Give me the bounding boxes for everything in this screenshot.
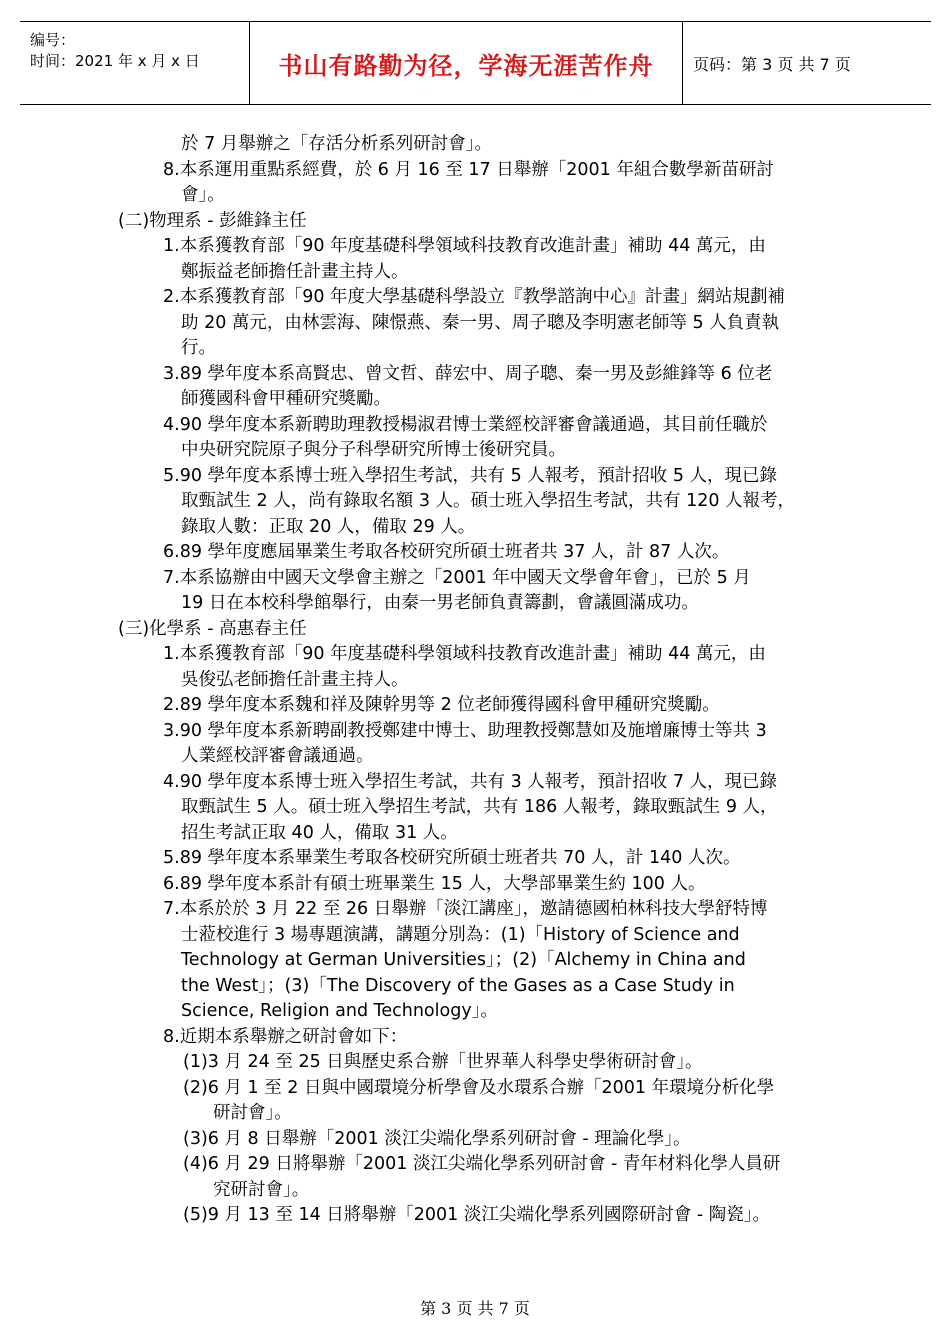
text-line: 吳俊弘老師擔任計畫主持人。	[181, 669, 409, 690]
text-line: 研討會」。	[213, 1103, 292, 1123]
text-line: (2)6 月 1 至 2 日與中國環境分析學會及水環系合辦「2001 年環境分析化學	[183, 1077, 775, 1098]
text-line: 5.89 學年度本系畢業生考取各校研究所碩士班者共 70 人，計 140 人次。	[163, 848, 741, 868]
text-line: 中央研究院原子與分子科學研究所博士後研究員。	[181, 440, 566, 460]
text-line: 究研討會」。	[213, 1179, 310, 1200]
text-line: 錄取人數：正取 20 人，備取 29 人。	[181, 516, 476, 537]
page-footer: 第 3 页 共 7 页	[420, 1299, 530, 1318]
header-number-label: 编号：	[30, 31, 76, 49]
text-line: 7.本系協辦由中國天文學會主辦之「2001 年中國天文學會年會」，已於 5 月	[163, 567, 751, 588]
text-line: 6.89 學年度應屆畢業生考取各校研究所碩士班者共 37 人，計 87 人次。	[163, 542, 730, 562]
text-line: 會」。	[181, 185, 225, 205]
document-body	[0, 132, 950, 1229]
text-line: 行。	[181, 338, 216, 358]
text-line: 5.90 學年度本系博士班入學招生考試，共有 5 人報考，預計招收 5 人，現已錄	[163, 465, 778, 486]
header-meta	[20, 22, 250, 104]
text-line: 1.本系獲教育部「90 年度基礎科學領域科技教育改進計畫」補助 44 萬元，由	[163, 236, 766, 256]
text-line: Technology at German Universities」；(2)「Alchemy in China and	[181, 950, 746, 970]
text-line: 士蒞校進行 3 場專題演講，講題分別為：(1)「History of Science and	[181, 924, 740, 945]
text-line: (4)6 月 29 日將舉辦「2001 淡江尖端化學系列研討會 - 青年材料化學人員研	[183, 1154, 781, 1174]
section-heading: (二)物理系 - 彭維鋒主任	[118, 210, 307, 231]
text-line: 19 日在本校科學館舉行，由秦一男老師負責籌劃，會議圓滿成功。	[181, 593, 699, 613]
text-line: 招生考試正取 40 人，備取 31 人。	[181, 822, 458, 843]
page-header	[20, 21, 931, 105]
text-line: 4.90 學年度本系新聘助理教授楊淑君博士業經校評審會議通過，其目前任職於	[163, 414, 768, 435]
text-line: 取甄試生 5 人。碩士班入學招生考試，共有 186 人報考，錄取甄試生 9 人，	[181, 797, 778, 817]
text-line: (3)6 月 8 日舉辦「2001 淡江尖端化學系列研討會 - 理論化學」。	[183, 1128, 691, 1149]
text-line: 3.89 學年度本系高賢忠、曾文哲、薛宏中、周子聰、秦一男及彭維鋒等 6 位老	[163, 363, 773, 384]
text-line: 2.89 學年度本系魏和祥及陳幹男等 2 位老師獲得國科會甲種研究獎勵。	[163, 695, 720, 715]
text-line: 鄭振益老師擔任計畫主持人。	[181, 261, 409, 282]
header-motto: 书山有路勤为径，学海无涯苦作舟	[250, 22, 683, 104]
text-line: 1.本系獲教育部「90 年度基礎科學領域科技教育改進計畫」補助 44 萬元，由	[163, 644, 766, 664]
text-line: 助 20 萬元，由林雲海、陳憬燕、秦一男、周子聰及李明憲老師等 5 人負責執	[181, 312, 780, 333]
text-line: 3.90 學年度本系新聘副教授鄭建中博士、助理教授鄭慧如及施增廉博士等共 3	[163, 720, 767, 741]
text-line: 4.90 學年度本系博士班入學招生考試，共有 3 人報考，預計招收 7 人，現已錄	[163, 771, 778, 792]
text-line: the West」；(3)「The Discovery of the Gases as a Case Study in	[181, 975, 735, 996]
text-line: 人業經校評審會議通過。	[181, 746, 374, 766]
section-heading: (三)化學系 - 高惠春主任	[118, 618, 307, 639]
text-line: 8.本系運用重點系經費，於 6 月 16 至 17 日舉辦「2001 年組合數學新苗研討	[163, 159, 774, 180]
text-line: 師獲國科會甲種研究獎勵。	[181, 389, 391, 409]
text-line: (5)9 月 13 至 14 日將舉辦「2001 淡江尖端化學系列國際研討會 - 陶瓷」。	[183, 1205, 771, 1225]
text-line: 6.89 學年度本系計有碩士班畢業生 15 人，大學部畢業生約 100 人。	[163, 873, 706, 894]
text-line: 7.本系於於 3 月 22 至 26 日舉辦「淡江講座」，邀請德國柏林科技大學舒特博	[163, 899, 768, 919]
text-line: (1)3 月 24 至 25 日與歷史系合辦「世界華人科學史學術研討會」。	[183, 1052, 703, 1072]
text-line: 2.本系獲教育部「90 年度大學基礎科學設立『教學諮詢中心』計畫」網站規劃補	[163, 287, 786, 307]
text-line: 於 7 月舉辦之「存活分析系列研討會」。	[181, 134, 493, 154]
text-line: 取甄試生 2 人，尚有錄取名額 3 人。碩士班入學招生考試，共有 120 人報考，	[181, 491, 796, 511]
text-line: Science, Religion and Technology」。	[181, 1001, 498, 1021]
header-time-label: 时间：2021 年 x 月 x 日	[30, 52, 200, 70]
header-page-code: 页码：第 3 页 共 7 页	[693, 54, 851, 74]
text-line: 8.近期本系舉辦之研討會如下：	[163, 1026, 408, 1047]
